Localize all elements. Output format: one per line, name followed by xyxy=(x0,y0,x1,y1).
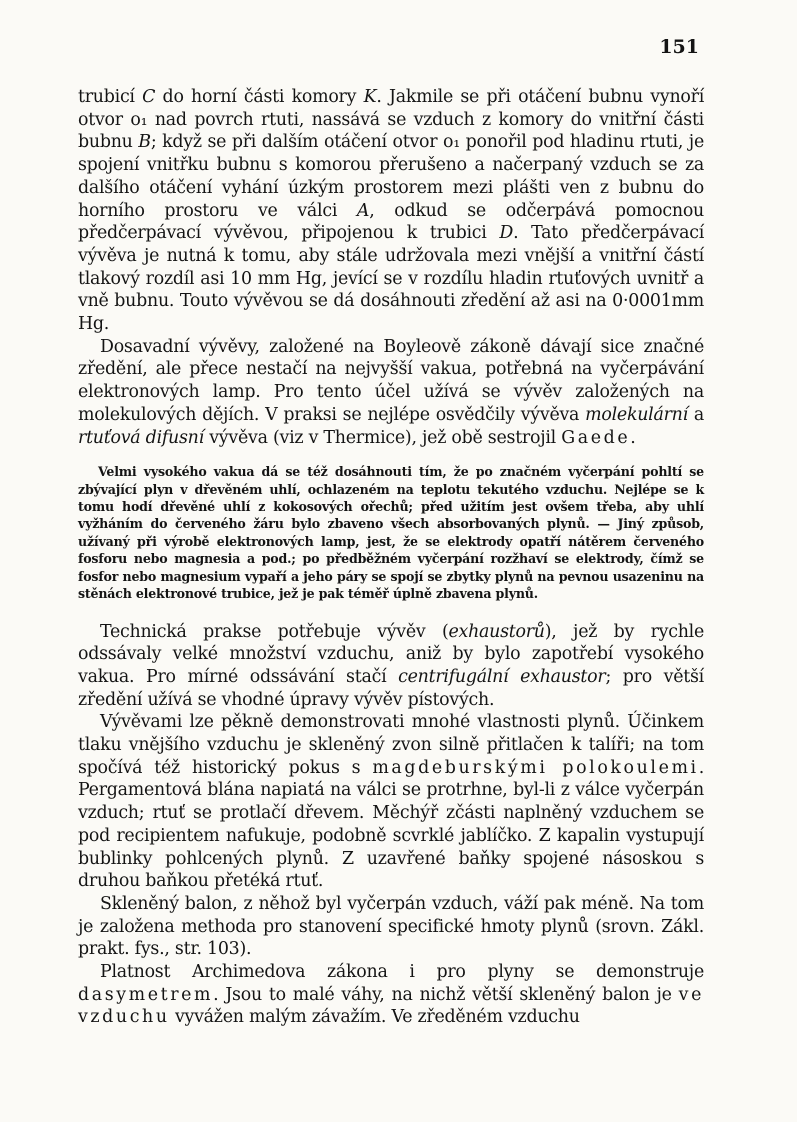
paragraph-exhaustors: Technická prakse potřebuje vývěv (exhaustorů), jež by rychle odssávaly velké množství vzduchu, aniž by bylo zapotřebí vysokého vakua. Pro mírné odssávání stačí centrifugální exhaustor; pro větší zředění užívá se vhodné úpravy vývěv pístových. xyxy=(78,621,704,710)
paragraph-archimedes: Platnost Archimedova zákona i pro plyny se demonstruje dasymetrem. Jsou to malé váhy, na nichž větší skleněný balon je ve vzduchu vyvážen malým závažím. Ve zředěném vzduchu xyxy=(78,962,704,1028)
paragraph-continuation: trubicí C do horní části komory K. Jakmile se při otáčení bubnu vynoří otvor o₁ nad povrch rtuti, nassává se vzduch z komory do vnitřní části bubnu B; když se při dalším otáčení otvor o₁ ponořil pod hladinu rtuti, je spojení vnitřku bubnu s komorou přerušeno a načerpaný vzduch se za dalšího otáčení vyhání úzkým prostorem mezi plášti ven z bubnu do horního prostoru ve válci A, odkud se odčerpává pomocnou předčerpávací vývěvou, připojenou k trubici D. Tato předčerpávací vývěva je nutná k tomu, aby stále udržovala mezi vnější a vnitřní částí tlakový rozdíl asi 10 mm Hg, jevící se v rozdílu hladin rtuťových uvnitř a vně bubnu. Touto vývěvou se dá dosáhnouti zředění až asi na 0·0001mm Hg. xyxy=(78,87,705,335)
small-print-note: Velmi vysokého vakua dá se též dosáhnouti tím, že po značném vyčerpání pohltí se zbývající plyn v dřevěném uhlí, ochlazeném na teplotu tekutého vzduchu. Nejlépe se k tomu hodí dřevěné uhlí z kokosových ořechů; před užitím jest ovšem třeba, aby uhlí vyžháním do červeného žáru bylo zbaveno všech absorbovaných plynů. — Jiný způsob, užívaný při výrobě elektronových lamp, jest, že se elektrody opatří nátěrem červeného fosforu nebo magnesia a pod.; po předběžném vyčerpání rozžhaví se elektrody, čímž se fosfor nebo magnesium vypaří a jeho páry se spojí se zbytky plynů na pevnou usazeninu na stěnách elektronové trubice, jež je pak téměř úplně zbavena plynů. xyxy=(78,464,704,602)
paragraph-vacuum-pumps: Dosavadní vývěvy, založené na Boyleově zákoně dávají sice značné zředění, ale přece nestačí na nejvyšší vakua, potřebná na vyčerpávání elektronových lamp. Pro tento účel užívá se vývěv založených na molekulových dějích. V praksi se nejlépe osvědčily vývěva molekulární a rtuťová difusní vývěva (viz v Thermice), jež obě sestrojil Gaede. xyxy=(78,336,704,448)
paragraph-glass-balloon: Skleněný balon, z něhož byl vyčerpán vzduch, váží pak méně. Na tom je založena methoda pro stanovení specifické hmoty plynů (srovn. Zákl. prakt. fys., str. 103). xyxy=(78,893,704,960)
page-body xyxy=(78,86,704,1029)
paragraph-demonstrations: Vývěvami lze pěkně demonstrovati mnohé vlastnosti plynů. Účinkem tlaku vnějšího vzduchu je skleněný zvon silně přitlačen k talíři; na tom spočívá též historický pokus s magdeburskými polokoulemi. Pergamentová blána napiatá na válci se protrhne, byl-li z válce vyčerpán vzduch; rtuť se protlačí dřevem. Měchýř zčásti naplněný vzduchem se pod recipientem nafukuje, podobně scvrklé jablíčko. Z kapalin vystupují bublinky pohlcených plynů. Z uzavřené baňky spojené násoskou s druhou baňkou přetéká rtuť. xyxy=(78,712,704,892)
page-number: 151 xyxy=(659,36,699,58)
